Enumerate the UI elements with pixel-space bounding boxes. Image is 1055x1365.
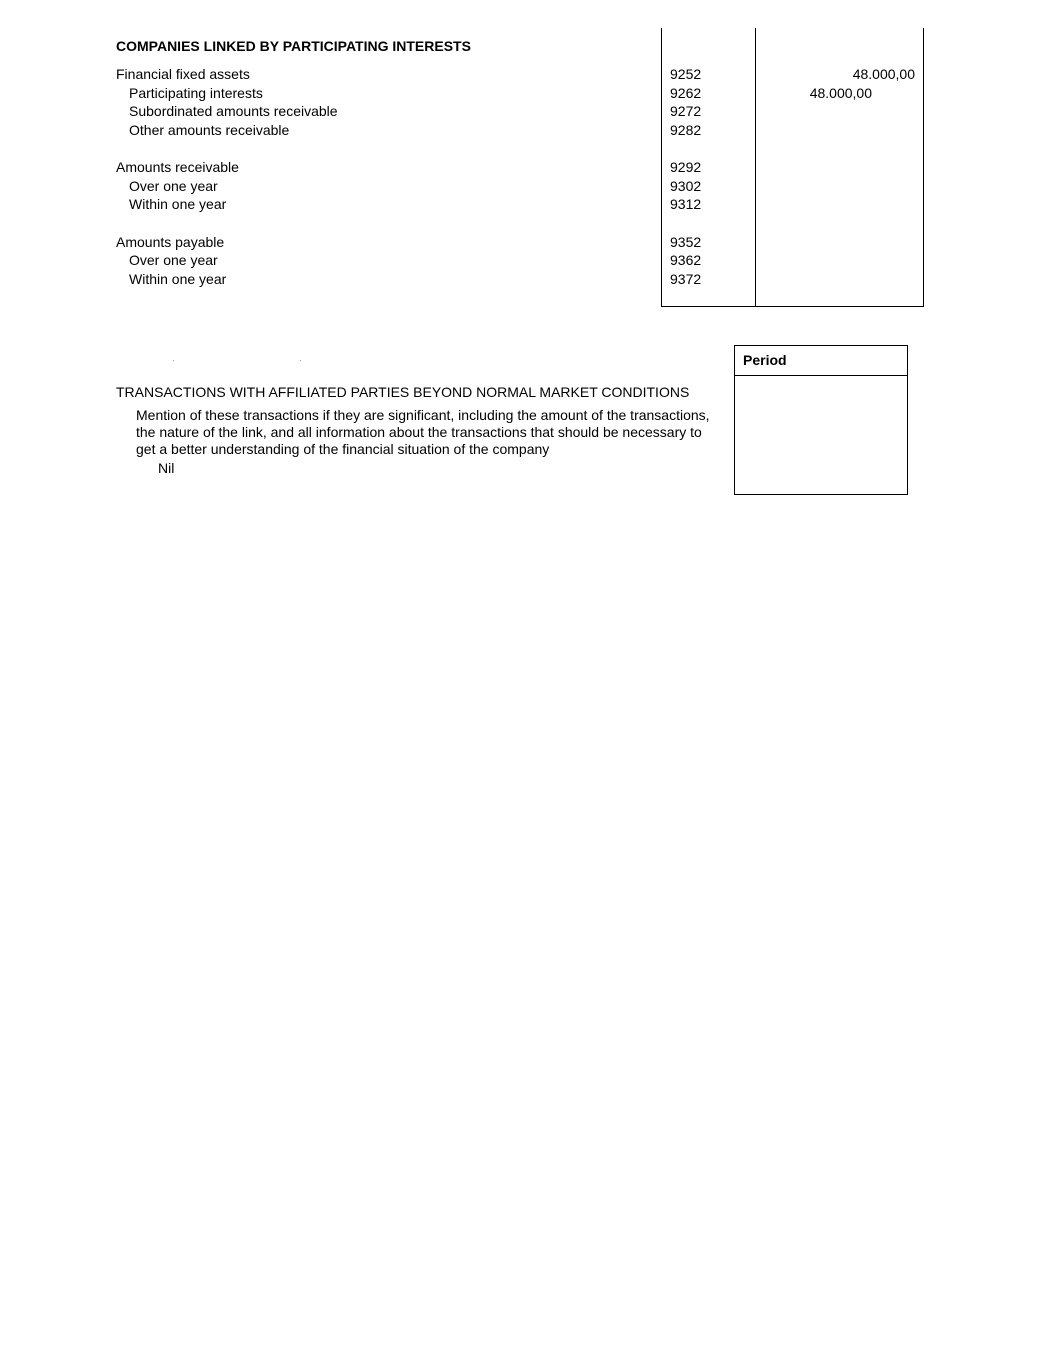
row-code: 9282 [670,122,702,138]
row-code: 9272 [670,103,702,119]
period-box [734,345,908,495]
period-header: Period [735,346,907,376]
transactions-description: Mention of these transactions if they are significant, including the amount of the transactions, the nature of the link, and all information about the transactions that should be necessary to get a better understanding of the financial situation of the company [136,407,710,457]
row-label: Amounts receivable [116,159,239,175]
section-title-participating-interests: COMPANIES LINKED BY PARTICIPATING INTERESTS [116,38,471,54]
row-label: Within one year [129,271,227,287]
row-label: Subordinated amounts receivable [129,103,338,119]
transactions-value: Nil [158,460,175,476]
row-label: Other amounts receivable [129,122,290,138]
row-label: Within one year [129,196,227,212]
row-code: 9292 [670,159,702,175]
table-bottom-border [661,306,924,307]
row-code: 9302 [670,178,702,194]
row-subvalue: 48.000,00 [809,85,872,101]
row-value: 48.000,00 [852,66,915,82]
row-label: Amounts payable [116,234,225,250]
row-code: 9262 [670,85,702,101]
row-label: Financial fixed assets [116,66,250,82]
table-middle-border [755,28,756,307]
table-right-border [923,28,924,307]
decorative-dot [173,360,174,361]
table-left-border [661,28,662,307]
row-code: 9252 [670,66,702,82]
row-code: 9372 [670,271,702,287]
row-code: 9362 [670,252,702,268]
row-label: Over one year [129,178,218,194]
row-label: Participating interests [129,85,263,101]
row-code: 9352 [670,234,702,250]
row-code: 9312 [670,196,702,212]
section-title-affiliated-transactions: TRANSACTIONS WITH AFFILIATED PARTIES BEYOND NORMAL MARKET CONDITIONS [116,384,690,400]
row-label: Over one year [129,252,218,268]
decorative-dot [300,360,301,361]
